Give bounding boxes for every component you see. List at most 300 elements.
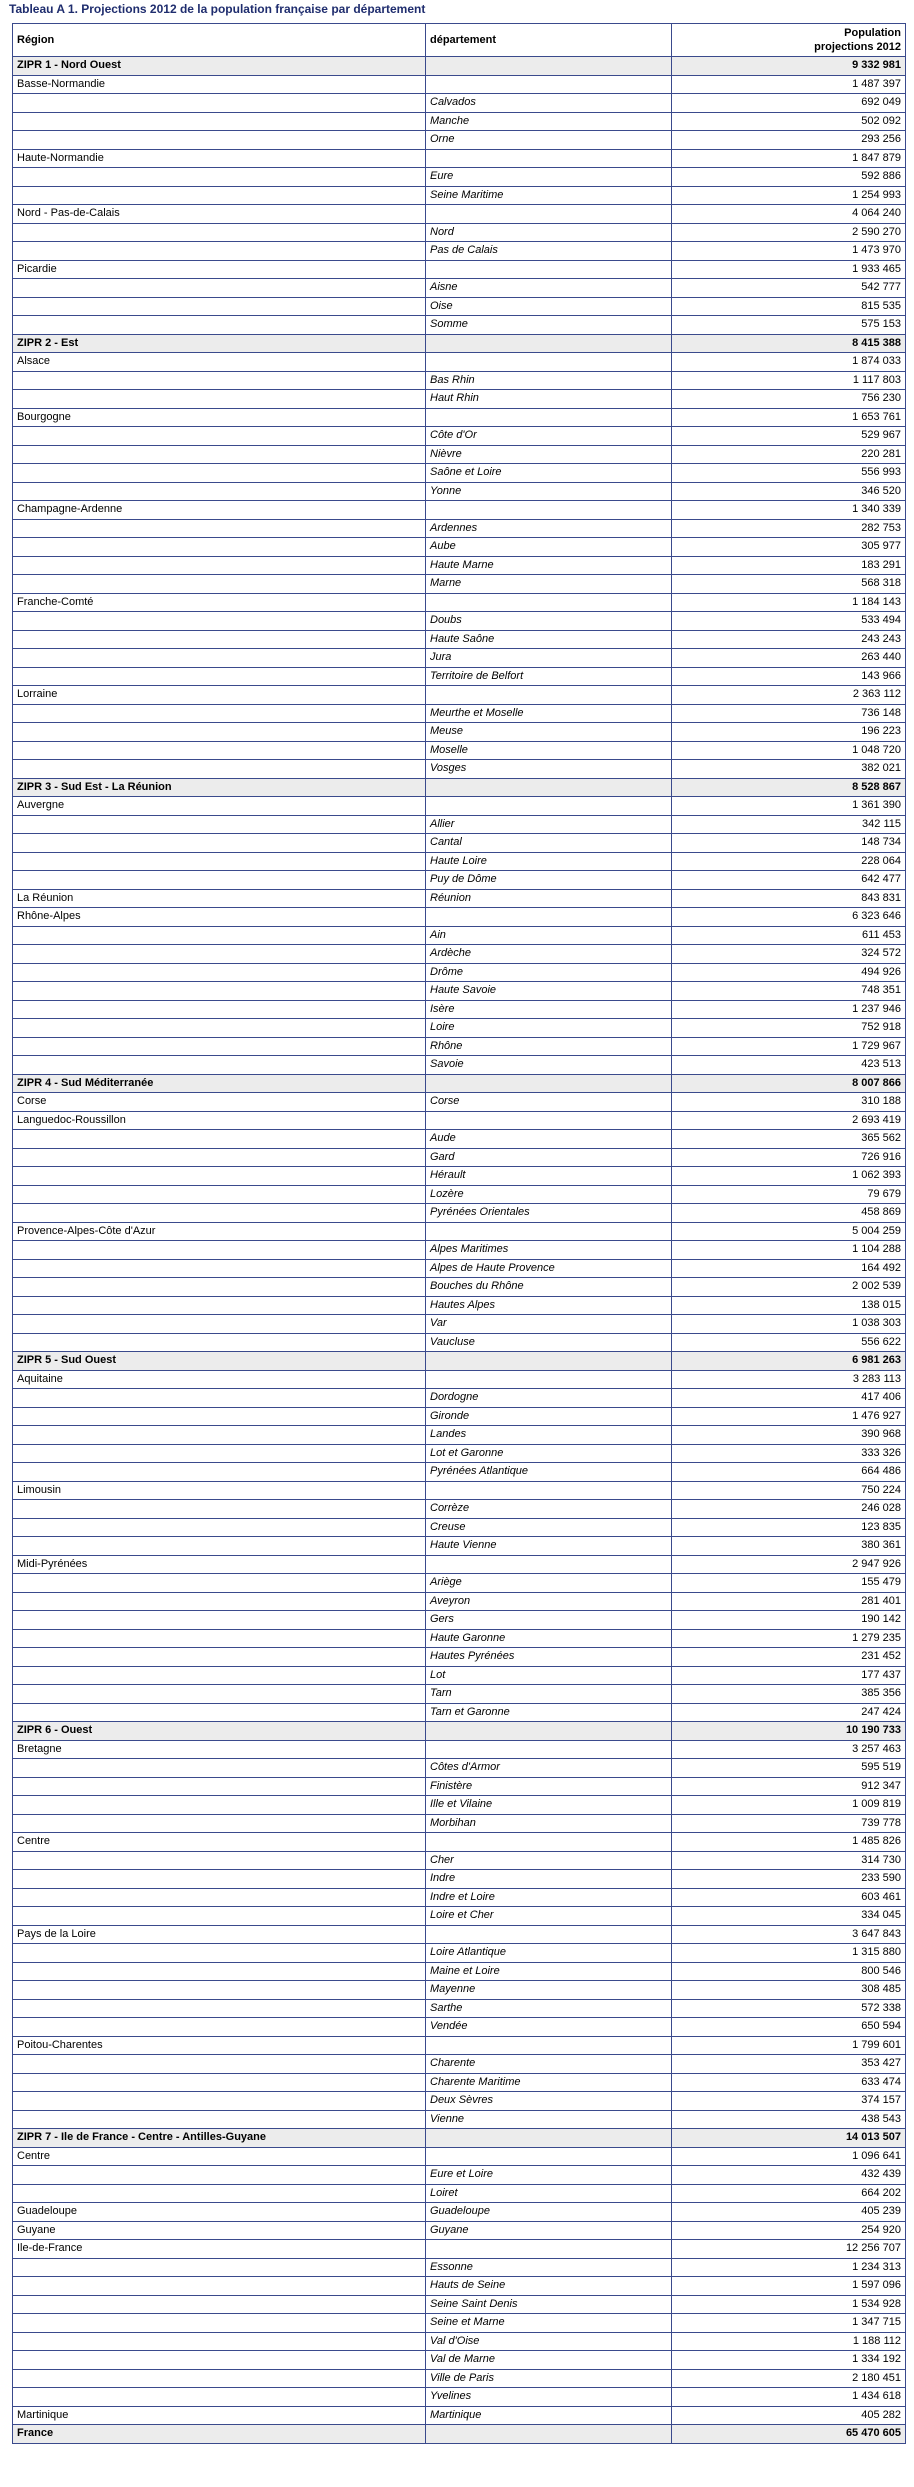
departement-row (13, 1167, 906, 1186)
departement-row (13, 667, 906, 686)
region-row (13, 1481, 906, 1500)
cell-departement: Essonne (426, 2258, 672, 2277)
cell-population: 1 340 339 (672, 501, 906, 520)
cell-departement: Dordogne (426, 1389, 672, 1408)
cell-population: 342 115 (672, 815, 906, 834)
cell-region (13, 279, 426, 298)
cell-region: Franche-Comté (13, 593, 426, 612)
cell-departement: Ardennes (426, 519, 672, 538)
departement-row (13, 649, 906, 668)
cell-region: Centre (13, 1833, 426, 1852)
cell-population: 148 734 (672, 834, 906, 853)
cell-departement: Ain (426, 926, 672, 945)
cell-departement (426, 908, 672, 927)
cell-departement: Cher (426, 1851, 672, 1870)
cell-departement: Charente Maritime (426, 2073, 672, 2092)
departement-row (13, 1389, 906, 1408)
region-row (13, 2036, 906, 2055)
cell-population: 183 291 (672, 556, 906, 575)
cell-population: 346 520 (672, 482, 906, 501)
cell-departement: Gironde (426, 1407, 672, 1426)
departement-row (13, 1666, 906, 1685)
cell-departement (426, 1555, 672, 1574)
cell-region (13, 1870, 426, 1889)
cell-population: 1 254 993 (672, 186, 906, 205)
cell-population: 603 461 (672, 1888, 906, 1907)
cell-population: 155 479 (672, 1574, 906, 1593)
cell-region (13, 1518, 426, 1537)
departement-row (13, 1407, 906, 1426)
cell-population: 2 002 539 (672, 1278, 906, 1297)
cell-departement: Val de Marne (426, 2351, 672, 2370)
cell-population: 1 729 967 (672, 1037, 906, 1056)
cell-population: 592 886 (672, 168, 906, 187)
cell-population: 494 926 (672, 963, 906, 982)
departement-row (13, 112, 906, 131)
cell-population: 314 730 (672, 1851, 906, 1870)
cell-departement: Doubs (426, 612, 672, 631)
region-row (13, 1370, 906, 1389)
cell-population: 281 401 (672, 1592, 906, 1611)
cell-departement: Val d'Oise (426, 2332, 672, 2351)
cell-region (13, 390, 426, 409)
region-departement-row (13, 2406, 906, 2425)
cell-population: 1 234 313 (672, 2258, 906, 2277)
departement-row (13, 94, 906, 113)
cell-region (13, 741, 426, 760)
cell-departement: Territoire de Belfort (426, 667, 672, 686)
departement-row (13, 945, 906, 964)
cell-population: 1 597 096 (672, 2277, 906, 2296)
cell-departement: Alpes de Haute Provence (426, 1259, 672, 1278)
cell-population: 1 473 970 (672, 242, 906, 261)
cell-region (13, 1759, 426, 1778)
cell-region: ZIPR 6 - Ouest (13, 1722, 426, 1741)
cell-population: 2 180 451 (672, 2369, 906, 2388)
cell-population: 2 363 112 (672, 686, 906, 705)
header-population-line1: Population (844, 27, 901, 39)
departement-row (13, 575, 906, 594)
region-row (13, 1111, 906, 1130)
cell-departement: Mayenne (426, 1981, 672, 2000)
cell-region: Pays de la Loire (13, 1925, 426, 1944)
cell-region: Ile-de-France (13, 2240, 426, 2259)
departement-row (13, 371, 906, 390)
cell-departement: Finistère (426, 1777, 672, 1796)
region-row (13, 75, 906, 94)
cell-region: Haute-Normandie (13, 149, 426, 168)
header-region: Région (13, 24, 426, 57)
cell-departement: Oise (426, 297, 672, 316)
cell-population: 1 096 641 (672, 2147, 906, 2166)
cell-departement (426, 2036, 672, 2055)
cell-region (13, 1019, 426, 1038)
cell-departement (426, 593, 672, 612)
cell-departement: Hérault (426, 1167, 672, 1186)
cell-departement (426, 1074, 672, 1093)
cell-region (13, 1648, 426, 1667)
cell-departement: Saône et Loire (426, 464, 672, 483)
departement-row (13, 760, 906, 779)
cell-departement: Seine Maritime (426, 186, 672, 205)
cell-departement (426, 2240, 672, 2259)
cell-departement: Pas de Calais (426, 242, 672, 261)
cell-region (13, 1629, 426, 1648)
cell-population: 664 486 (672, 1463, 906, 1482)
cell-region (13, 2110, 426, 2129)
cell-region (13, 1592, 426, 1611)
departement-row (13, 1204, 906, 1223)
cell-population: 438 543 (672, 2110, 906, 2129)
cell-population: 6 323 646 (672, 908, 906, 927)
cell-population: 748 351 (672, 982, 906, 1001)
cell-population: 254 920 (672, 2221, 906, 2240)
cell-departement: Guadeloupe (426, 2203, 672, 2222)
cell-region (13, 612, 426, 631)
cell-region: Nord - Pas-de-Calais (13, 205, 426, 224)
cell-region: Midi-Pyrénées (13, 1555, 426, 1574)
departement-row (13, 2388, 906, 2407)
departement-row (13, 1259, 906, 1278)
departement-row (13, 2332, 906, 2351)
cell-region (13, 1407, 426, 1426)
departement-row (13, 2277, 906, 2296)
table-body (13, 57, 906, 2444)
departement-row (13, 1888, 906, 1907)
cell-departement (426, 778, 672, 797)
cell-departement: Corse (426, 1093, 672, 1112)
cell-departement: Cantal (426, 834, 672, 853)
departement-row (13, 1870, 906, 1889)
departement-row (13, 852, 906, 871)
cell-departement: Yonne (426, 482, 672, 501)
departement-row (13, 538, 906, 557)
cell-population: 233 590 (672, 1870, 906, 1889)
cell-departement: Côtes d'Armor (426, 1759, 672, 1778)
cell-population: 575 153 (672, 316, 906, 335)
cell-population: 405 239 (672, 2203, 906, 2222)
cell-departement (426, 1222, 672, 1241)
cell-population: 912 347 (672, 1777, 906, 1796)
cell-departement: Indre (426, 1870, 672, 1889)
cell-departement: Eure (426, 168, 672, 187)
region-row (13, 908, 906, 927)
cell-population: 417 406 (672, 1389, 906, 1408)
cell-region: Basse-Normandie (13, 75, 426, 94)
cell-population: 633 474 (672, 2073, 906, 2092)
departement-row (13, 1148, 906, 1167)
cell-population: 642 477 (672, 871, 906, 890)
cell-region (13, 1962, 426, 1981)
region-row (13, 1555, 906, 1574)
cell-departement: Pyrénées Atlantique (426, 1463, 672, 1482)
zipr-row (13, 57, 906, 76)
cell-departement (426, 75, 672, 94)
cell-region (13, 556, 426, 575)
cell-departement: Tarn et Garonne (426, 1703, 672, 1722)
region-departement-row (13, 2221, 906, 2240)
cell-region (13, 1185, 426, 1204)
departement-row (13, 723, 906, 742)
cell-population: 2 590 270 (672, 223, 906, 242)
cell-region: Guyane (13, 2221, 426, 2240)
cell-departement (426, 205, 672, 224)
region-row (13, 1925, 906, 1944)
cell-region (13, 186, 426, 205)
cell-region (13, 2388, 426, 2407)
cell-departement: Drôme (426, 963, 672, 982)
cell-population: 1 237 946 (672, 1000, 906, 1019)
departement-row (13, 1537, 906, 1556)
cell-region: Bretagne (13, 1740, 426, 1759)
cell-region (13, 2258, 426, 2277)
departement-row (13, 1814, 906, 1833)
cell-departement: Haute Vienne (426, 1537, 672, 1556)
cell-departement: Réunion (426, 889, 672, 908)
cell-departement: Meurthe et Moselle (426, 704, 672, 723)
region-departement-row (13, 2203, 906, 2222)
cell-departement (426, 260, 672, 279)
cell-population: 1 799 601 (672, 2036, 906, 2055)
cell-population: 1 653 761 (672, 408, 906, 427)
cell-population: 1 485 826 (672, 1833, 906, 1852)
cell-region (13, 1463, 426, 1482)
cell-population: 458 869 (672, 1204, 906, 1223)
departement-row (13, 223, 906, 242)
cell-population: 533 494 (672, 612, 906, 631)
departement-row (13, 427, 906, 446)
cell-population: 1 487 397 (672, 75, 906, 94)
region-departement-row (13, 1093, 906, 1112)
cell-region (13, 1703, 426, 1722)
departement-row (13, 445, 906, 464)
cell-population: 293 256 (672, 131, 906, 150)
cell-population: 736 148 (672, 704, 906, 723)
region-row (13, 2240, 906, 2259)
departement-row (13, 1574, 906, 1593)
departement-row (13, 2018, 906, 2037)
cell-region (13, 1500, 426, 1519)
cell-population: 611 453 (672, 926, 906, 945)
cell-departement: Somme (426, 316, 672, 335)
cell-departement: Loire et Cher (426, 1907, 672, 1926)
cell-region (13, 1389, 426, 1408)
cell-population: 65 470 605 (672, 2425, 906, 2444)
departement-row (13, 1130, 906, 1149)
cell-region (13, 1278, 426, 1297)
cell-population: 664 202 (672, 2184, 906, 2203)
cell-population: 385 356 (672, 1685, 906, 1704)
cell-region (13, 1056, 426, 1075)
cell-departement: Loire Atlantique (426, 1944, 672, 1963)
cell-population: 231 452 (672, 1648, 906, 1667)
cell-region (13, 723, 426, 742)
region-row (13, 2147, 906, 2166)
cell-population: 79 679 (672, 1185, 906, 1204)
cell-region: Aquitaine (13, 1370, 426, 1389)
cell-region (13, 1685, 426, 1704)
cell-region (13, 2295, 426, 2314)
departement-row (13, 1500, 906, 1519)
cell-departement (426, 57, 672, 76)
cell-population: 1 334 192 (672, 2351, 906, 2370)
cell-departement: Loire (426, 1019, 672, 1038)
cell-region: ZIPR 1 - Nord Ouest (13, 57, 426, 76)
cell-region (13, 667, 426, 686)
cell-departement (426, 686, 672, 705)
cell-departement: Vendée (426, 2018, 672, 2037)
cell-population: 1 434 618 (672, 2388, 906, 2407)
cell-departement: Manche (426, 112, 672, 131)
departement-row (13, 982, 906, 1001)
cell-departement: Nord (426, 223, 672, 242)
cell-departement: Vienne (426, 2110, 672, 2129)
cell-departement (426, 334, 672, 353)
cell-population: 1 874 033 (672, 353, 906, 372)
cell-region (13, 464, 426, 483)
cell-departement: Aude (426, 1130, 672, 1149)
departement-row (13, 556, 906, 575)
cell-region (13, 630, 426, 649)
departement-row (13, 1648, 906, 1667)
cell-departement: Haute Savoie (426, 982, 672, 1001)
zipr-row (13, 778, 906, 797)
cell-region (13, 297, 426, 316)
departement-row (13, 1019, 906, 1038)
cell-departement: Rhône (426, 1037, 672, 1056)
cell-region (13, 982, 426, 1001)
cell-population: 334 045 (672, 1907, 906, 1926)
cell-region (13, 1426, 426, 1445)
cell-region (13, 1130, 426, 1149)
cell-population: 572 338 (672, 1999, 906, 2018)
cell-departement: Charente (426, 2055, 672, 2074)
cell-departement: Vosges (426, 760, 672, 779)
cell-region (13, 482, 426, 501)
cell-population: 568 318 (672, 575, 906, 594)
cell-population: 1 048 720 (672, 741, 906, 760)
cell-region: Martinique (13, 2406, 426, 2425)
departement-row (13, 871, 906, 890)
cell-region: Languedoc-Roussillon (13, 1111, 426, 1130)
cell-departement: Vaucluse (426, 1333, 672, 1352)
cell-region: Guadeloupe (13, 2203, 426, 2222)
cell-departement: Ille et Vilaine (426, 1796, 672, 1815)
cell-departement (426, 1740, 672, 1759)
cell-region: Provence-Alpes-Côte d'Azur (13, 1222, 426, 1241)
cell-region (13, 316, 426, 335)
cell-population: 247 424 (672, 1703, 906, 1722)
cell-departement: Aisne (426, 279, 672, 298)
cell-departement: Isère (426, 1000, 672, 1019)
cell-population: 1 933 465 (672, 260, 906, 279)
cell-departement: Eure et Loire (426, 2166, 672, 2185)
departement-row (13, 2351, 906, 2370)
cell-population: 8 415 388 (672, 334, 906, 353)
cell-region (13, 871, 426, 890)
cell-region (13, 815, 426, 834)
cell-departement: Haute Saône (426, 630, 672, 649)
cell-population: 752 918 (672, 1019, 906, 1038)
cell-region: Auvergne (13, 797, 426, 816)
table-title: Tableau A 1. Projections 2012 de la population française par département (9, 2, 426, 16)
cell-region: Bourgogne (13, 408, 426, 427)
cell-population: 432 439 (672, 2166, 906, 2185)
cell-region: ZIPR 2 - Est (13, 334, 426, 353)
cell-population: 164 492 (672, 1259, 906, 1278)
cell-departement: Allier (426, 815, 672, 834)
cell-population: 2 947 926 (672, 1555, 906, 1574)
cell-population: 756 230 (672, 390, 906, 409)
cell-departement: Orne (426, 131, 672, 150)
cell-population: 843 831 (672, 889, 906, 908)
cell-departement (426, 1722, 672, 1741)
departement-row (13, 1296, 906, 1315)
cell-population: 8 007 866 (672, 1074, 906, 1093)
departement-row (13, 1703, 906, 1722)
departement-row (13, 168, 906, 187)
cell-departement: Gers (426, 1611, 672, 1630)
cell-departement (426, 1352, 672, 1371)
departement-row (13, 242, 906, 261)
cell-region (13, 1796, 426, 1815)
cell-region: ZIPR 3 - Sud Est - La Réunion (13, 778, 426, 797)
cell-region (13, 649, 426, 668)
departement-row (13, 1629, 906, 1648)
departement-row (13, 1000, 906, 1019)
header-row (13, 24, 906, 57)
cell-departement (426, 1111, 672, 1130)
cell-departement: Ariège (426, 1574, 672, 1593)
region-row (13, 501, 906, 520)
cell-population: 4 064 240 (672, 205, 906, 224)
cell-departement: Gard (426, 1148, 672, 1167)
cell-region (13, 2166, 426, 2185)
zipr-row (13, 1352, 906, 1371)
cell-departement (426, 1925, 672, 1944)
cell-region (13, 704, 426, 723)
departement-row (13, 2314, 906, 2333)
cell-population: 2 693 419 (672, 1111, 906, 1130)
departement-row (13, 1185, 906, 1204)
cell-region (13, 1315, 426, 1334)
cell-departement: Seine et Marne (426, 2314, 672, 2333)
cell-population: 308 485 (672, 1981, 906, 2000)
cell-departement: Ardèche (426, 945, 672, 964)
cell-region: ZIPR 7 - Ile de France - Centre - Antilles-Guyane (13, 2129, 426, 2148)
cell-departement: Meuse (426, 723, 672, 742)
cell-population: 739 778 (672, 1814, 906, 1833)
cell-population: 305 977 (672, 538, 906, 557)
cell-departement: Indre et Loire (426, 1888, 672, 1907)
cell-region (13, 1777, 426, 1796)
region-row (13, 353, 906, 372)
cell-region: ZIPR 5 - Sud Ouest (13, 1352, 426, 1371)
departement-row (13, 1333, 906, 1352)
departement-row (13, 2055, 906, 2074)
cell-population: 1 104 288 (672, 1241, 906, 1260)
cell-population: 282 753 (672, 519, 906, 538)
cell-region (13, 519, 426, 538)
cell-population: 143 966 (672, 667, 906, 686)
cell-region (13, 2332, 426, 2351)
cell-population: 1 847 879 (672, 149, 906, 168)
cell-population: 324 572 (672, 945, 906, 964)
cell-departement: Lot (426, 1666, 672, 1685)
cell-region (13, 168, 426, 187)
cell-departement: Yvelines (426, 2388, 672, 2407)
cell-population: 3 283 113 (672, 1370, 906, 1389)
